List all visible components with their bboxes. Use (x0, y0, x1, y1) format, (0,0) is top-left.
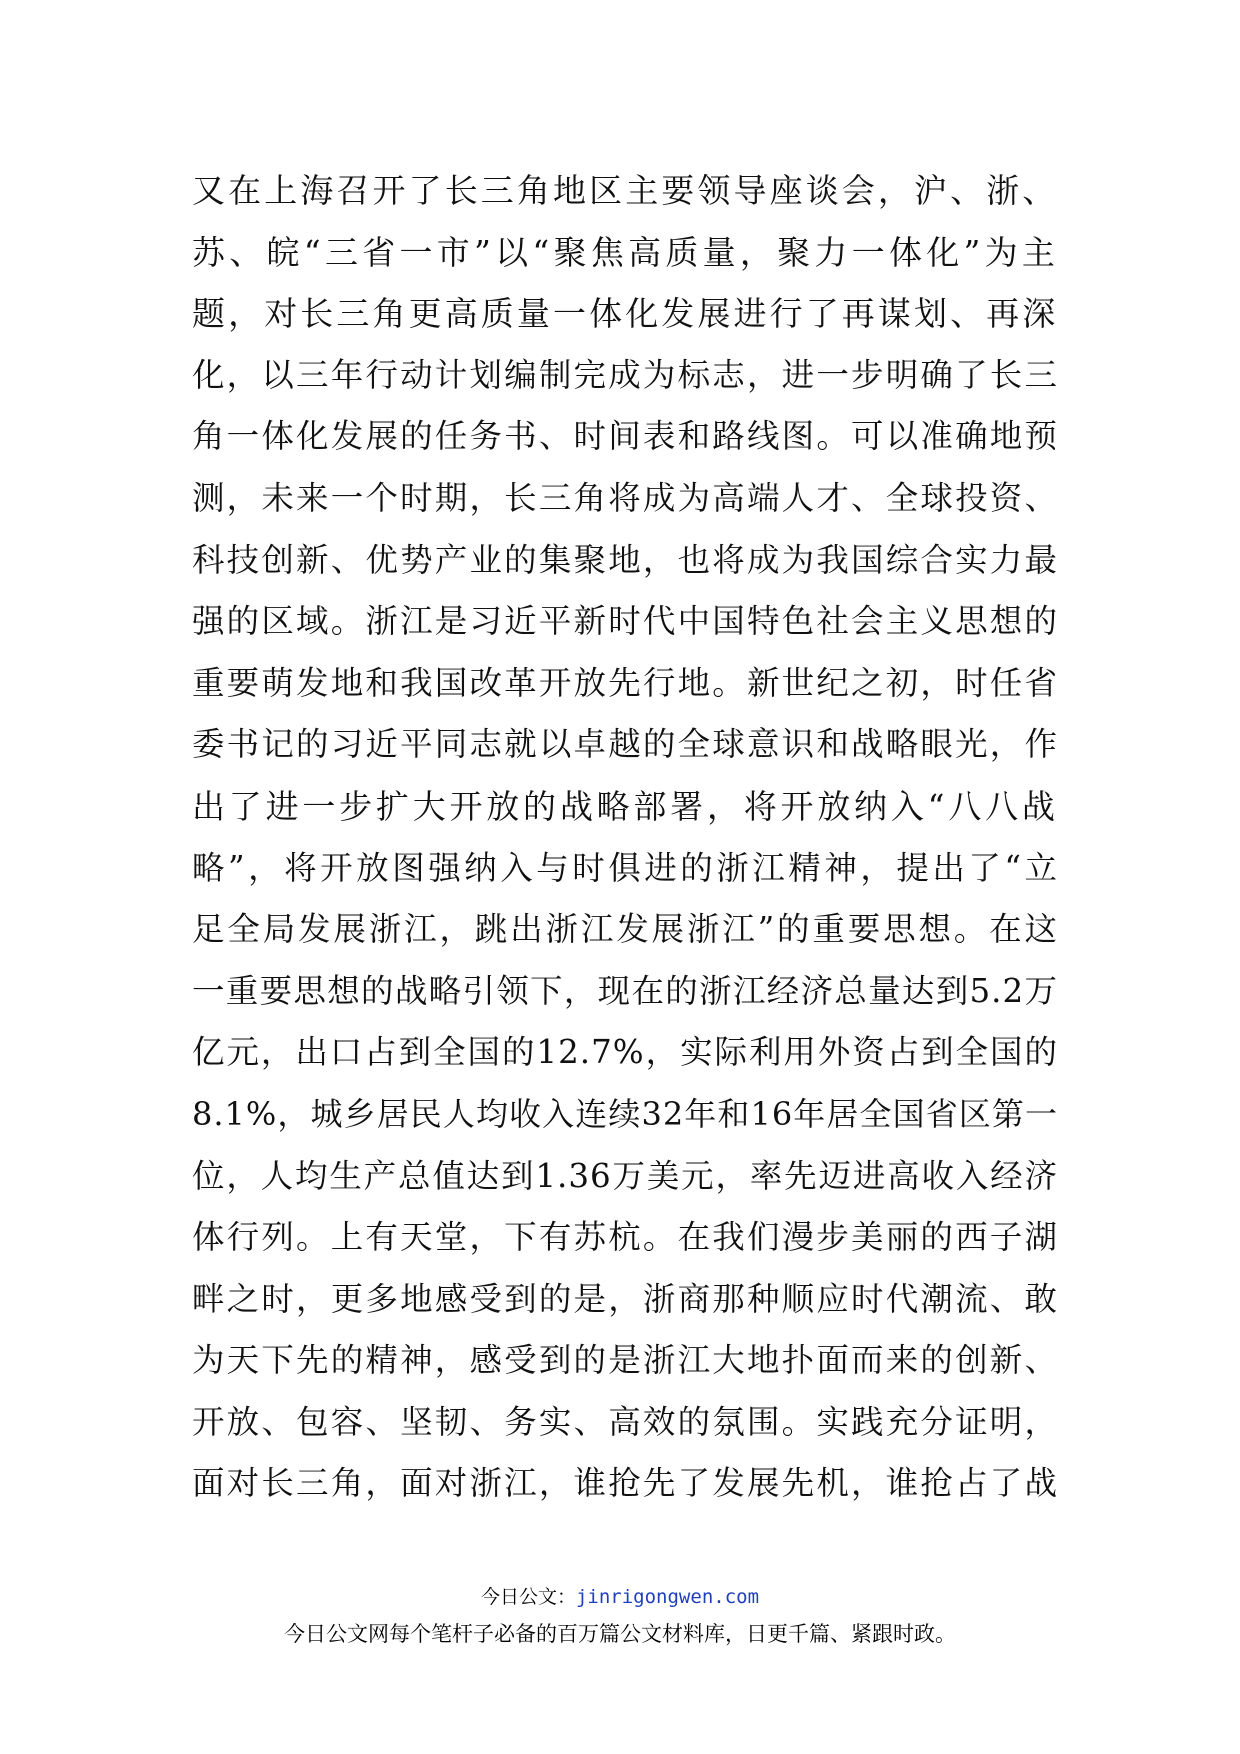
text-line: 委书记的习近平同志就以卓越的全球意识和战略眼光，作 (192, 725, 1058, 764)
text-line: 化，以三年行动计划编制完成为标志，进一步明确了长三 (192, 355, 1058, 394)
text-line: 强的区域。浙江是习近平新时代中国特色社会主义思想的 (192, 602, 1058, 641)
text-line: 角一体化发展的任务书、时间表和路线图。可以准确地预 (192, 417, 1058, 456)
text-line: 面对长三角，面对浙江，谁抢先了发展先机，谁抢占了战 (192, 1464, 1058, 1503)
footer-slogan: 今日公文网每个笔杆子必备的百万篇公文材料库，日更千篇、紧跟时政。 (284, 1622, 956, 1646)
text-line: 足全局发展浙江，跳出浙江发展浙江”的重要思想。在这 (192, 910, 1058, 949)
text-line: 体行列。上有天堂，下有苏杭。在我们漫步美丽的西子湖 (192, 1218, 1058, 1257)
body-text (192, 160, 1058, 1515)
text-line: 位，人均生产总值达到1.36万美元，率先迈进高收入经济 (192, 1156, 1058, 1195)
footer-site-label: 今日公文： (480, 1586, 576, 1608)
text-line: 为天下先的精神，感受到的是浙江大地扑面而来的创新、 (192, 1341, 1058, 1380)
text-line: 又在上海召开了长三角地区主要领导座谈会，沪、浙、 (192, 171, 1058, 210)
footer-site-link[interactable]: jinrigongwen.com (575, 1586, 760, 1608)
text-line: 略”，将开放图强纳入与时俱进的浙江精神，提出了“立 (192, 848, 1058, 887)
text-line: 题，对长三角更高质量一体化发展进行了再谋划、再深 (192, 294, 1058, 334)
text-line: 一重要思想的战略引领下，现在的浙江经济总量达到5.2万 (192, 971, 1058, 1010)
text-line: 开放、包容、坚韧、务实、高效的氛围。实践充分证明， (192, 1402, 1058, 1441)
text-line: 畔之时，更多地感受到的是，浙商那种顺应时代潮流、敢 (192, 1279, 1058, 1318)
text-line: 重要萌发地和我国改革开放先行地。新世纪之初，时任省 (192, 663, 1058, 702)
text-line: 苏、皖“三省一市”以“聚焦高质量，聚力一体化”为主 (192, 232, 1058, 272)
text-line: 测，未来一个时期，长三角将成为高端人才、全球投资、 (192, 478, 1058, 517)
text-line: 出了进一步扩大开放的战略部署，将开放纳入“八八战 (192, 786, 1058, 826)
text-line: 科技创新、优势产业的集聚地，也将成为我国综合实力最 (192, 540, 1058, 579)
footer-site-line (0, 1584, 1240, 1610)
text-line: 亿元，出口占到全国的12.7%，实际利用外资占到全国的 (192, 1033, 1058, 1072)
text-line: 8.1%，城乡居民人均收入连续32年和16年居全国省区第一 (192, 1094, 1058, 1133)
